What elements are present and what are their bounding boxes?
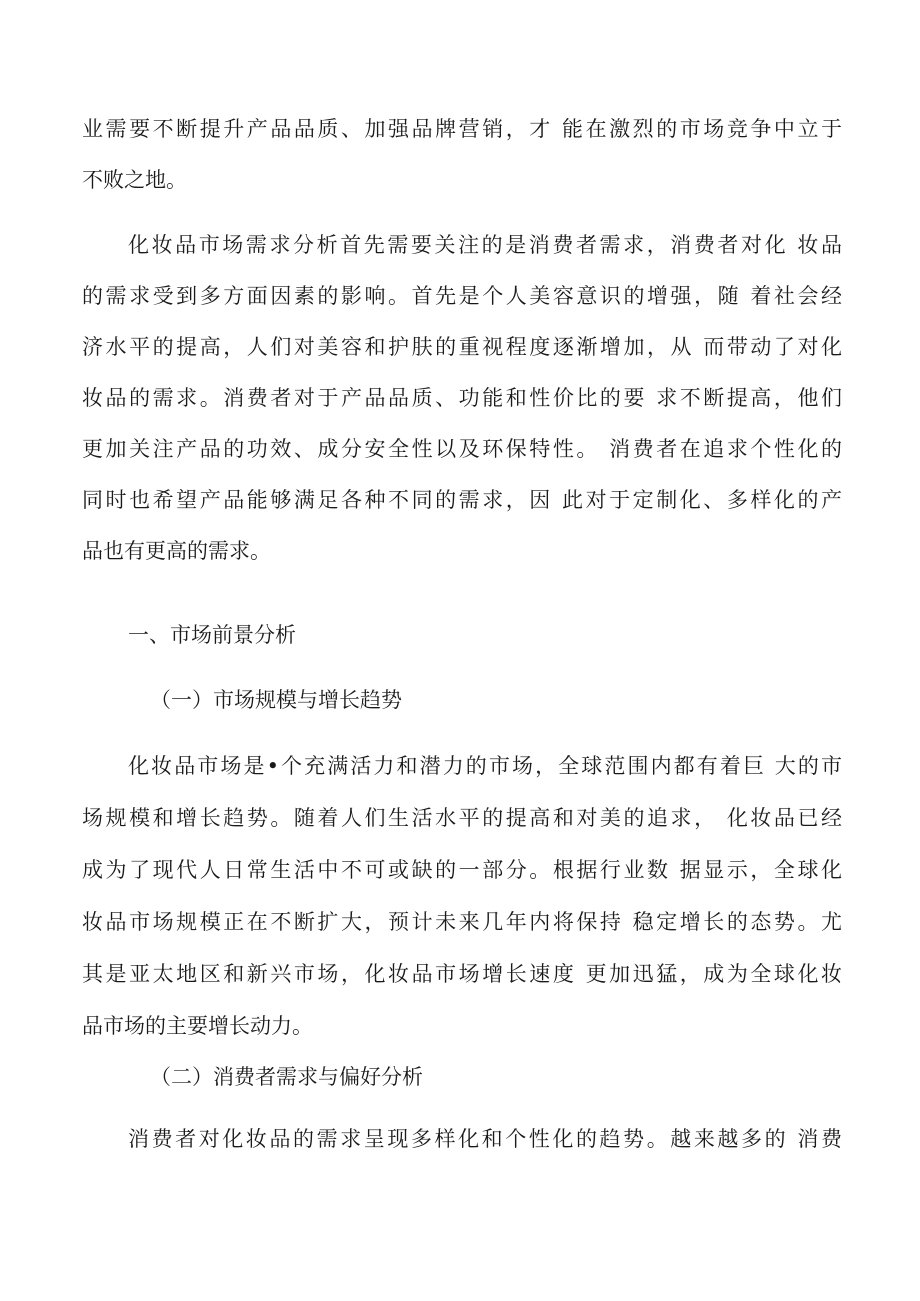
- paragraph-line: 消费者对化妆品的需求呈现多样化和个性化的趋势。越来越多的 消费: [128, 1127, 842, 1151]
- paragraph-line: 品市场的主要增长动力。: [82, 1014, 313, 1038]
- paragraph-line: 化妆品市场是•个充满活力和潜力的市场，全球范围内都有着巨 大的市: [128, 754, 842, 778]
- paragraph-line: 不败之地。: [82, 168, 187, 192]
- paragraph-line: 化妆品市场需求分析首先需要关注的是消费者需求，消费者对化 妆品: [128, 233, 842, 257]
- paragraph-line: 更加关注产品的功效、成分安全性以及环保特性。 消费者在追求个性化的: [82, 437, 842, 461]
- paragraph-line: 场规模和增长趋势。随着人们生活水平的提高和对美的追求， 化妆品已经: [82, 806, 842, 830]
- subsection-heading: （二）消费者需求与偏好分析: [150, 1065, 423, 1089]
- paragraph-line: 妆品的需求。消费者对于产品品质、功能和性价比的要 求不断提高，他们: [82, 386, 842, 410]
- paragraph-line: 同时也希望产品能够满足各种不同的需求，因 此对于定制化、多样化的产: [82, 488, 842, 512]
- paragraph-line: 成为了现代人日常生活中不可或缺的一部分。根据行业数 据显示，全球化: [82, 858, 842, 882]
- paragraph-line: 其是亚太地区和新兴市场，化妆品市场增长速度 更加迅猛，成为全球化妆: [82, 962, 842, 986]
- section-heading: 一、市场前景分析: [128, 623, 296, 647]
- subsection-heading: （一）市场规模与增长趋势: [150, 688, 402, 712]
- paragraph-line: 济水平的提高，人们对美容和护肤的重视程度逐渐增加，从 而带动了对化: [82, 335, 842, 359]
- paragraph-line: 的需求受到多方面因素的影响。首先是个人美容意识的增强，随 着社会经: [82, 284, 842, 308]
- paragraph-line: 业需要不断提升产品品质、加强品牌营销，才 能在激烈的市场竞争中立于: [82, 117, 842, 141]
- paragraph-line: 妆品市场规模正在不断扩大，预计未来几年内将保持 稳定增长的态势。尤: [82, 910, 842, 934]
- paragraph-line: 品也有更高的需求。: [82, 539, 271, 563]
